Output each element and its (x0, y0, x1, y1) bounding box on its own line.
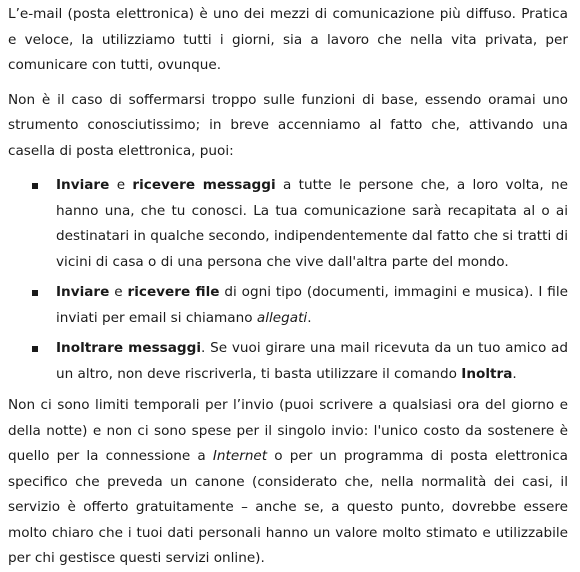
list-item-send-receive-messages: Inviare e ricevere messaggi a tutte le persone che, a loro volta, ne hanno una, che tu conosci. La tua comunicazione sarà recapitata al o ai destinatari in qualche secondo, indipendentemente dal fatto che si tratti di vicini di casa o di una persona che vive dall'altra parte del mondo. (8, 173, 568, 275)
intro-paragraph: L’e-mail (posta elettronica) è uno dei mezzi di comunicazione più diffuso. Pratica e veloce, la utilizziamo tutti i giorni, sia a lavoro che nella vita privata, per comunicare con tutti, ovunque. (8, 6, 568, 73)
functions-list (8, 173, 568, 387)
square-bullet-icon (32, 183, 38, 189)
functions-intro-paragraph: Non è il caso di soffermarsi troppo sulle funzioni di base, essendo oramai uno strumento conosciutissimo; in breve accenniamo al fatto che, attivando una casella di posta elettronica, puoi: (8, 91, 568, 159)
square-bullet-icon (32, 290, 38, 296)
list-item-send-receive-files: Inviare e ricevere file di ogni tipo (documenti, immagini e musica). I file inviati per email si chiamano allegati. (8, 280, 568, 331)
list-item-forward-messages: Inoltrare messaggi. Se vuoi girare una mail ricevuta da un tuo amico ad un altro, non deve riscriverla, ti basta utilizzare il comando Inoltra. (8, 336, 568, 387)
square-bullet-icon (32, 346, 38, 352)
costs-paragraph: Non ci sono limiti temporali per l’invio (puoi scrivere a qualsiasi ora del giorno e della notte) e non ci sono spese per il singolo invio: l'unico costo da sostenere è quello per la connessione a Internet o per un programma di posta elettronica specifico che preveda un canone (considerato che, nella normalità dei casi, il servizio è offerto gratuitamente – anche se, a questo punto, dovrebbe essere molto chiaro che i tuoi dati personali hanno un valore molto stimato e utilizzabile per chi gestisce questi servizi online). (8, 397, 568, 566)
